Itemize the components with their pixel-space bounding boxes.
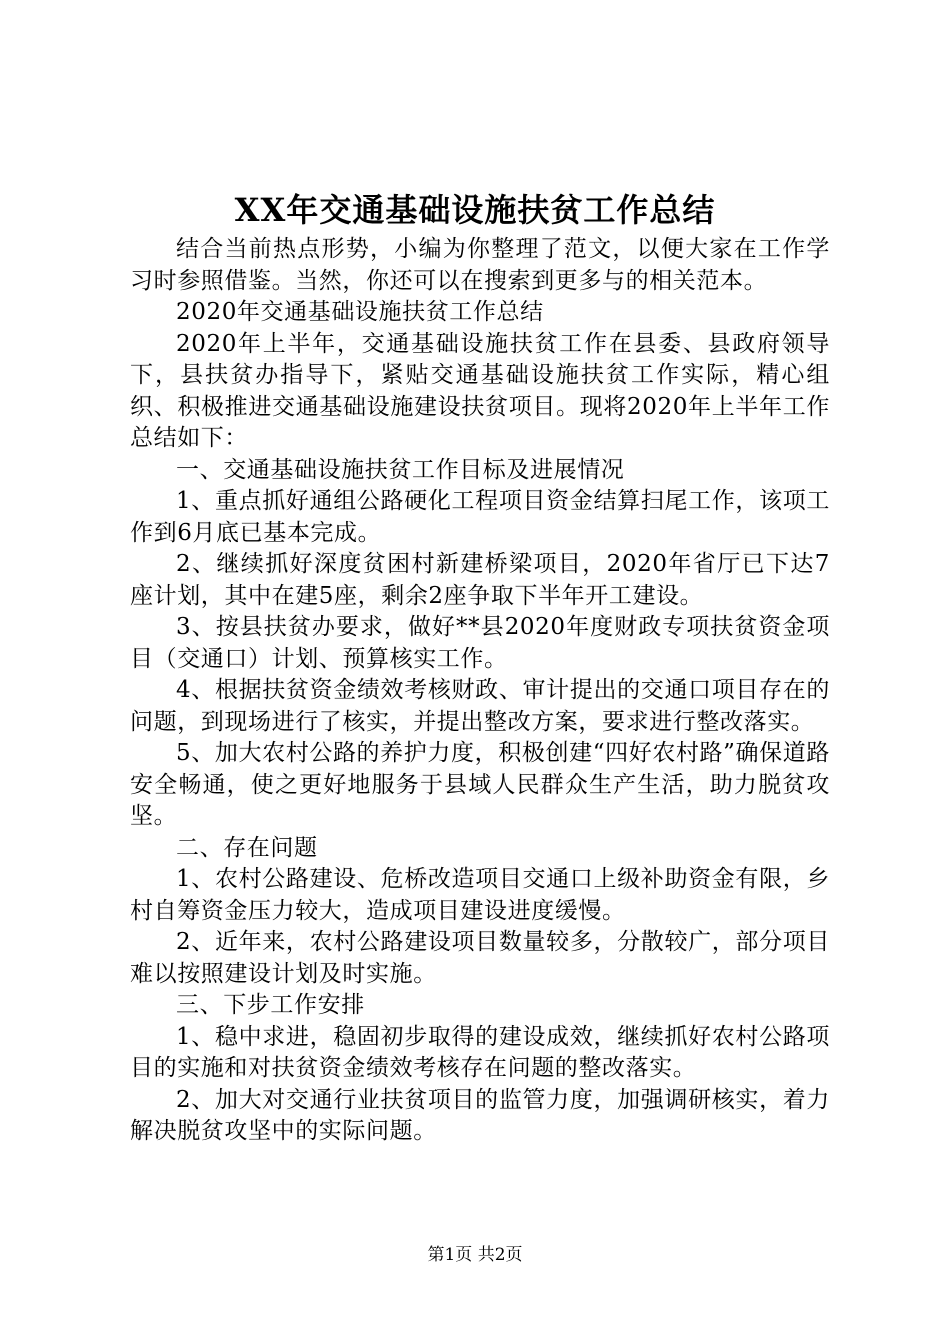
paragraph-overview: 2020年上半年，交通基础设施扶贫工作在县委、县政府领导下，县扶贫办指导下，紧贴交通基础设施扶贫工作实际，精心组织、积极推进交通基础设施建设扶贫项目。现将2020年上半年工作总结如下： <box>130 330 830 451</box>
section-heading-1: 一、交通基础设施扶贫工作目标及进展情况 <box>176 456 625 483</box>
paragraph-item-2-2: 2、近年来，农村公路建设项目数量较多，分散较广，部分项目难以按照建设计划及时实施。 <box>130 929 830 987</box>
section-heading-2: 二、存在问题 <box>176 834 318 861</box>
paragraph-item-1-5: 5、加大农村公路的养护力度，积极创建“四好农村路”确保道路安全畅通，使之更好地服务于县域人民群众生产生活，助力脱贫攻坚。 <box>130 740 830 829</box>
paragraph-item-1-1: 1、重点抓好通组公路硬化工程项目资金结算扫尾工作，该项工作到6月底已基本完成。 <box>130 488 830 546</box>
document-body <box>130 234 830 1148</box>
paragraph-item-1-4: 4、根据扶贫资金绩效考核财政、审计提出的交通口项目存在的问题，到现场进行了核实，并提出整改方案，要求进行整改落实。 <box>130 677 830 735</box>
paragraph-item-3-2: 2、加大对交通行业扶贫项目的监管力度，加强调研核实，着力解决脱贫攻坚中的实际问题。 <box>130 1086 830 1144</box>
paragraph-item-2-1: 1、农村公路建设、危桥改造项目交通口上级补助资金有限，乡村自筹资金压力较大，造成项目建设进度缓慢。 <box>130 866 830 924</box>
paragraph-intro: 结合当前热点形势，小编为你整理了范文，以便大家在工作学习时参照借鉴。当然，你还可以在搜索到更多与的相关范本。 <box>130 236 830 294</box>
page-number-footer: 第1页 共2页 <box>427 1245 523 1265</box>
section-heading-3: 三、下步工作安排 <box>176 992 365 1018</box>
paragraph-item-3-1: 1、稳中求进，稳固初步取得的建设成效，继续抓好农村公路项目的实施和对扶贫资金绩效考核存在问题的整改落实。 <box>130 1023 830 1081</box>
paragraph-subtitle: 2020年交通基础设施扶贫工作总结 <box>176 299 544 325</box>
paragraph-item-1-3: 3、按县扶贫办要求，做好**县2020年度财政专项扶贫资金项目（交通口）计划、预算核实工作。 <box>130 614 830 672</box>
document-title: XX年交通基础设施扶贫工作总结 <box>234 191 716 229</box>
paragraph-item-1-2: 2、继续抓好深度贫困村新建桥梁项目，2020年省厅已下达7座计划，其中在建5座，剩余2座争取下半年开工建设。 <box>130 551 830 609</box>
